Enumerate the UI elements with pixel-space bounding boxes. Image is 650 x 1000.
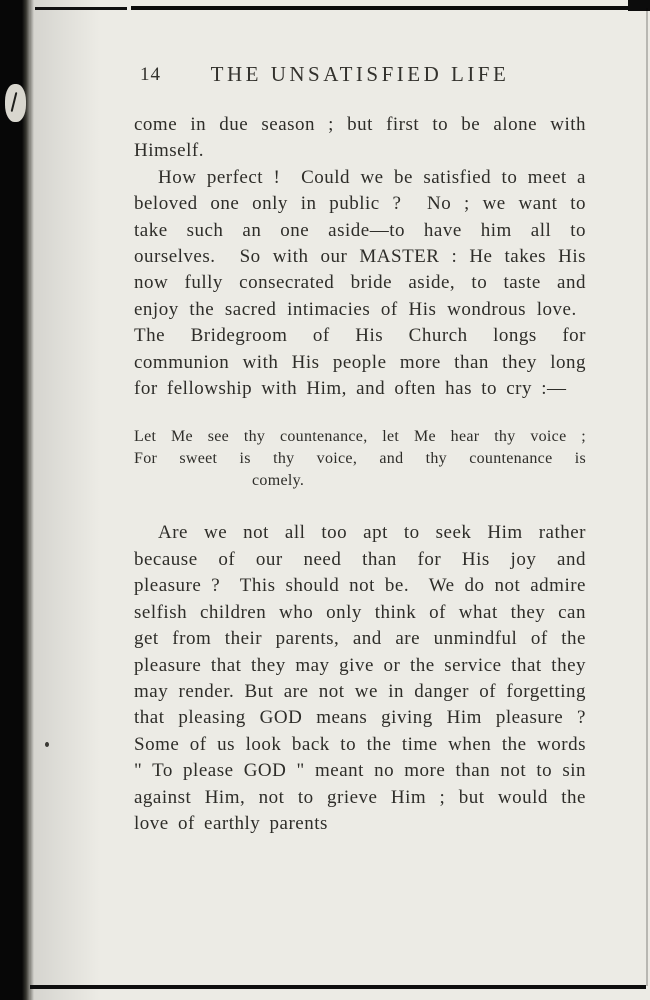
paragraph-continuation: come in due season ; but first to be alone with Himself. — [134, 114, 586, 162]
paragraph-are-we-not: Are we not all too apt to seek Him rather because of our need than for His joy and pleasure ? This should not be. We do not admire selfish children who only think of what they can get from their parents, and are unmindful of the pleasure that they may give or the service that they may render. But are not we in danger of forgetting that pleasing GOD means giving Him pleasure ? Some of us look back to the time when the words " To please GOD " meant no more than not to sin against Him, not to grieve Him ; but would the love of earthly parents — [134, 522, 586, 834]
page-number: 14 — [140, 64, 161, 85]
text-block — [134, 60, 586, 837]
binding-soft-shadow — [30, 0, 100, 1000]
binding-shadow-bar — [0, 0, 34, 1000]
binding-light-patch — [5, 84, 26, 122]
page-title: THE UNSATISFIED LIFE — [210, 62, 510, 86]
scan-speck-artifact — [45, 742, 49, 747]
quote-line-2: For sweet is thy voice, and thy countenance is — [134, 450, 586, 468]
page-edge-bottom — [30, 985, 646, 989]
page-edge-top-main-segment — [131, 6, 648, 10]
quote-line-3: comely. — [252, 472, 305, 490]
quote-line-1: Let Me see thy countenance, let Me hear thy voice ; — [134, 428, 586, 446]
page-edge-top-left-segment — [35, 7, 127, 10]
paragraph-how-perfect: How perfect ! Could we be satisfied to meet a beloved one only in public ? No ; we want to take such an one aside—to have him all to ourselves. So with our MASTER : He takes His now fully consecrated bride aside, to taste and enjoy the sacred intimacies of His wondrous love. The Bridegroom of His Church longs for communion with His people more than they long for fellowship with Him, and often has to cry :— — [134, 166, 586, 400]
running-header — [134, 60, 586, 90]
page-edge-right — [646, 8, 648, 986]
scripture-quote-block — [134, 426, 586, 492]
